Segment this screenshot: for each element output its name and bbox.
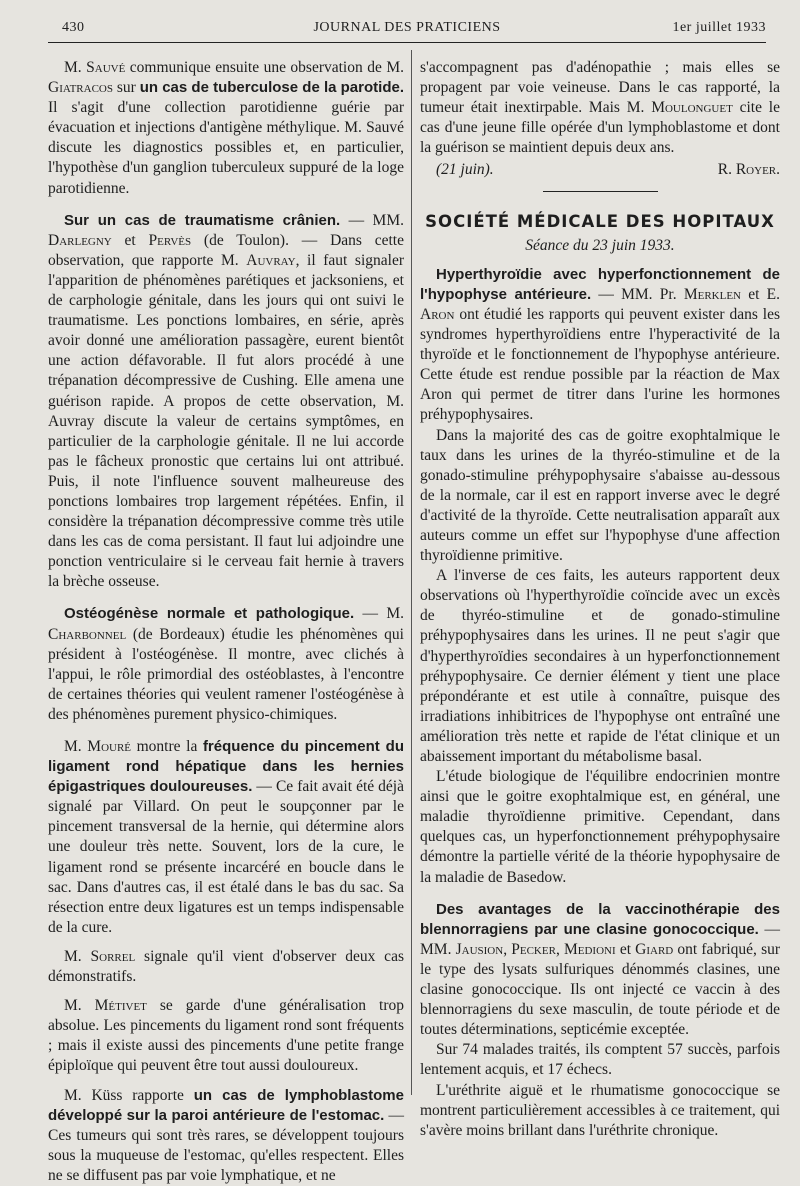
paragraph-osteogenese: Ostéogénèse normale et pathologique. — M. Charbonnel (de Bordeaux) étudie les phénomènes qui président à l'ostéogénèse. Il montre, avec clichés à l'appui, le rôle primordial des ostéoblastes, à l'encontre de certaines théories qui veulent ramener l'ostéogénèse à des phénomènes purement physico-chimiques. xyxy=(48,605,404,723)
signature-date: (21 juin). xyxy=(436,161,494,179)
paragraph-metivet: M. Métivet se garde d'une généralisation trop absolue. Les pincements du ligament rond sont fréquents ; mais il existe aussi des pincements d'une petite frange épiploïque qui peuvent être tout aussi douloureux. xyxy=(48,997,404,1075)
paragraph-ligament-rond: M. Mouré montre la fréquence du pincement du ligament rond hépatique dans les hernies épigastriques douloureuses. — Ce fait avait été déjà signalé par Villard. On peut le soupçonner par le pincement transversal de la hernie, qui détermine alors une douleur très nette. Souvent, lors de la cure, le ligament rond se présente incarcéré en boucle dans le sac. Dans d'autres cas, il est étalé dans le bas du sac. Sa résection entre deux ligatures est un temps indispensable de la cure. xyxy=(48,738,404,936)
journal-title: JOURNAL DES PRATICIENS xyxy=(313,20,501,35)
paragraph-lymphoblastome: M. Küss rapporte un cas de lymphoblastome développé sur la paroi antérieure de l'estomac. — Ces tumeurs qui sont très rares, se développent toujours sous la muqueuse de l'estomac, qu'elles respectent. Elles ne se diffusent pas par voie lymphatique, et ne xyxy=(48,1086,405,1184)
right-column xyxy=(420,58,780,1141)
paragraph-parotide: M. Sauvé communique ensuite une observation de M. Giatracos sur un cas de tuberculose de la parotide. Il s'agit d'une collection parotidienne guérie par évacuation et injections d'antigène méthylique. M. Sauvé discute les diagnostics possibles et, en particulier, l'hypothèse d'un ganglion tuberculeux suppuré de la loge parotidienne. xyxy=(48,59,404,197)
issue-date: 1er juillet 1933 xyxy=(672,20,766,35)
left-column xyxy=(48,58,404,1186)
page-number: 430 xyxy=(62,20,85,35)
column-divider xyxy=(411,50,412,1095)
section-title: SOCIÉTÉ MÉDICALE DES HOPITAUX xyxy=(425,211,775,231)
paragraph-sorrel: M. Sorrel signale qu'il vient d'observer deux cas démonstratifs. xyxy=(48,947,404,986)
seance-date: Séance du 23 juin 1933. xyxy=(525,236,675,254)
paragraph-continuation: s'accompagnent pas d'adénopathie ; mais elles se propagent par voie veineuse. Dans le cas rapporté, la tumeur était inextirpable. Mais M. Moulonguet cite le cas d'une jeune fille opérée d'un lymphoblastome et dont la guérison se maintient depuis deux ans. xyxy=(420,59,780,157)
paragraph-hyperthyroidie: Hyperthyroïdie avec hyperfonctionnement de l'hypophyse antérieure. — MM. Pr. Merklen et E. Aron ont étudié les rapports qui peuvent exister dans les syndromes hyperthyroïdiens entre l'hyperactivité de la thyroïde et le fonctionnement de l'hypophyse antérieure. Cette étude est rendue possible par la réaction de Max Aron qui permet de titrer dans l'urine les hormones préhypophysaires. xyxy=(420,265,780,424)
section-separator xyxy=(543,191,658,192)
paragraph-etude-biologique: L'étude biologique de l'équilibre endocrinien montre ainsi que le goitre exophtalmique est, en général, une maladie thyroïdienne primitive. Cependant, dans quelques cas, un hyperfonctionnement préhypophysaire démontre la partielle vérité de la théorie hypophysaire de la maladie de Basedow. xyxy=(420,768,780,886)
paragraph-goitre: Dans la majorité des cas de goitre exophtalmique le taux dans les urines de la thyréo-stimuline et de la gonado-stimuline préhypophysaire s'abaisse au-dessous de la normale, car il est en rapport inverse avec le degré d'activité de la thyroïde. Cette neutralisation apparaît aux auteurs comme un effet sur l'hypophyse d'une affection thyroïdienne primitive. xyxy=(420,426,780,565)
signature-line xyxy=(420,160,780,180)
header-rule xyxy=(48,42,766,43)
paragraph-urethrite: L'uréthrite aiguë et le rhumatisme gonococcique se montrent particulièrement accessibles à ce traitement, qui s'avère moins brillant dans l'uréthrite chronique. xyxy=(420,1081,780,1139)
page-header xyxy=(48,18,766,42)
paragraph-traumatisme: Sur un cas de traumatisme crânien. — MM. Darlegny et Pervès (de Toulon). — Dans cette observation, que rapporte M. Auvray, il faut signaler l'apparition de phénomènes parétiques et jacksoniens, et de carphologie génitale, dans les jours qui ont suivi le traumatisme. Les ponctions lombaires, en série, après avoir donné une amélioration passagère, eurent bientôt une action défavorable. Il fut alors procédé à une trépanation décompressive de Cushing. Elle amena une guérison rapide. A propos de cette observation, M. Auvray discute la valeur de certains symptômes, en particulier de la carphologie génitale. Il ne lui accorde pas le fâcheux pronostic que certains lui ont attribué. Puis, il note l'influence souvent malheureuse des ponctions lombaires trop largement répétées. Enfin, il considère la trépanation décompressive comme très utile dans les cas de coma persistant. Il faut lui adjoindre une ponction ventriculaire si le cerveau fait hernie à travers la brèche osseuse. xyxy=(48,211,405,591)
paragraph-vaccinotherapie: Des avantages de la vaccinothérapie des blennorragiens par une clasine gonococcique. — MM. Jausion, Pecker, Medioni et Giard ont fabriqué, sur le type des lysats sulfuriques dénommés clasines, une clasine gonococcique. Ils ont injecté ce vaccin à des blennorragiens du sexe masculin, de toute période et de toutes déterminations, septicémie exceptée. xyxy=(420,900,781,1039)
paragraph-resultats: Sur 74 malades traités, ils comptent 57 succès, parfois lentement acquis, et 17 échecs. xyxy=(420,1041,780,1079)
signature-name: R. Royer. xyxy=(717,161,780,179)
paragraph-inverse: A l'inverse de ces faits, les auteurs rapportent deux observations où l'hyperthyroïdie coïncide avec un excès de thyréo-stimuline et de gonado-stimuline préhypophysaires dans les urines. Il ne peut s'agir que d'hyperthyroïdies secondaires à un hyperfonctionnement préhypophysaire. Ce dernier élément y tient une place prépondérante et est utile à connaître, puisque des irradiations inhibitrices de l'hypophyse ont entraîné une amélioration très nette et rapide de l'état clinique et un abaissement important du métabolisme basal. xyxy=(420,567,780,765)
